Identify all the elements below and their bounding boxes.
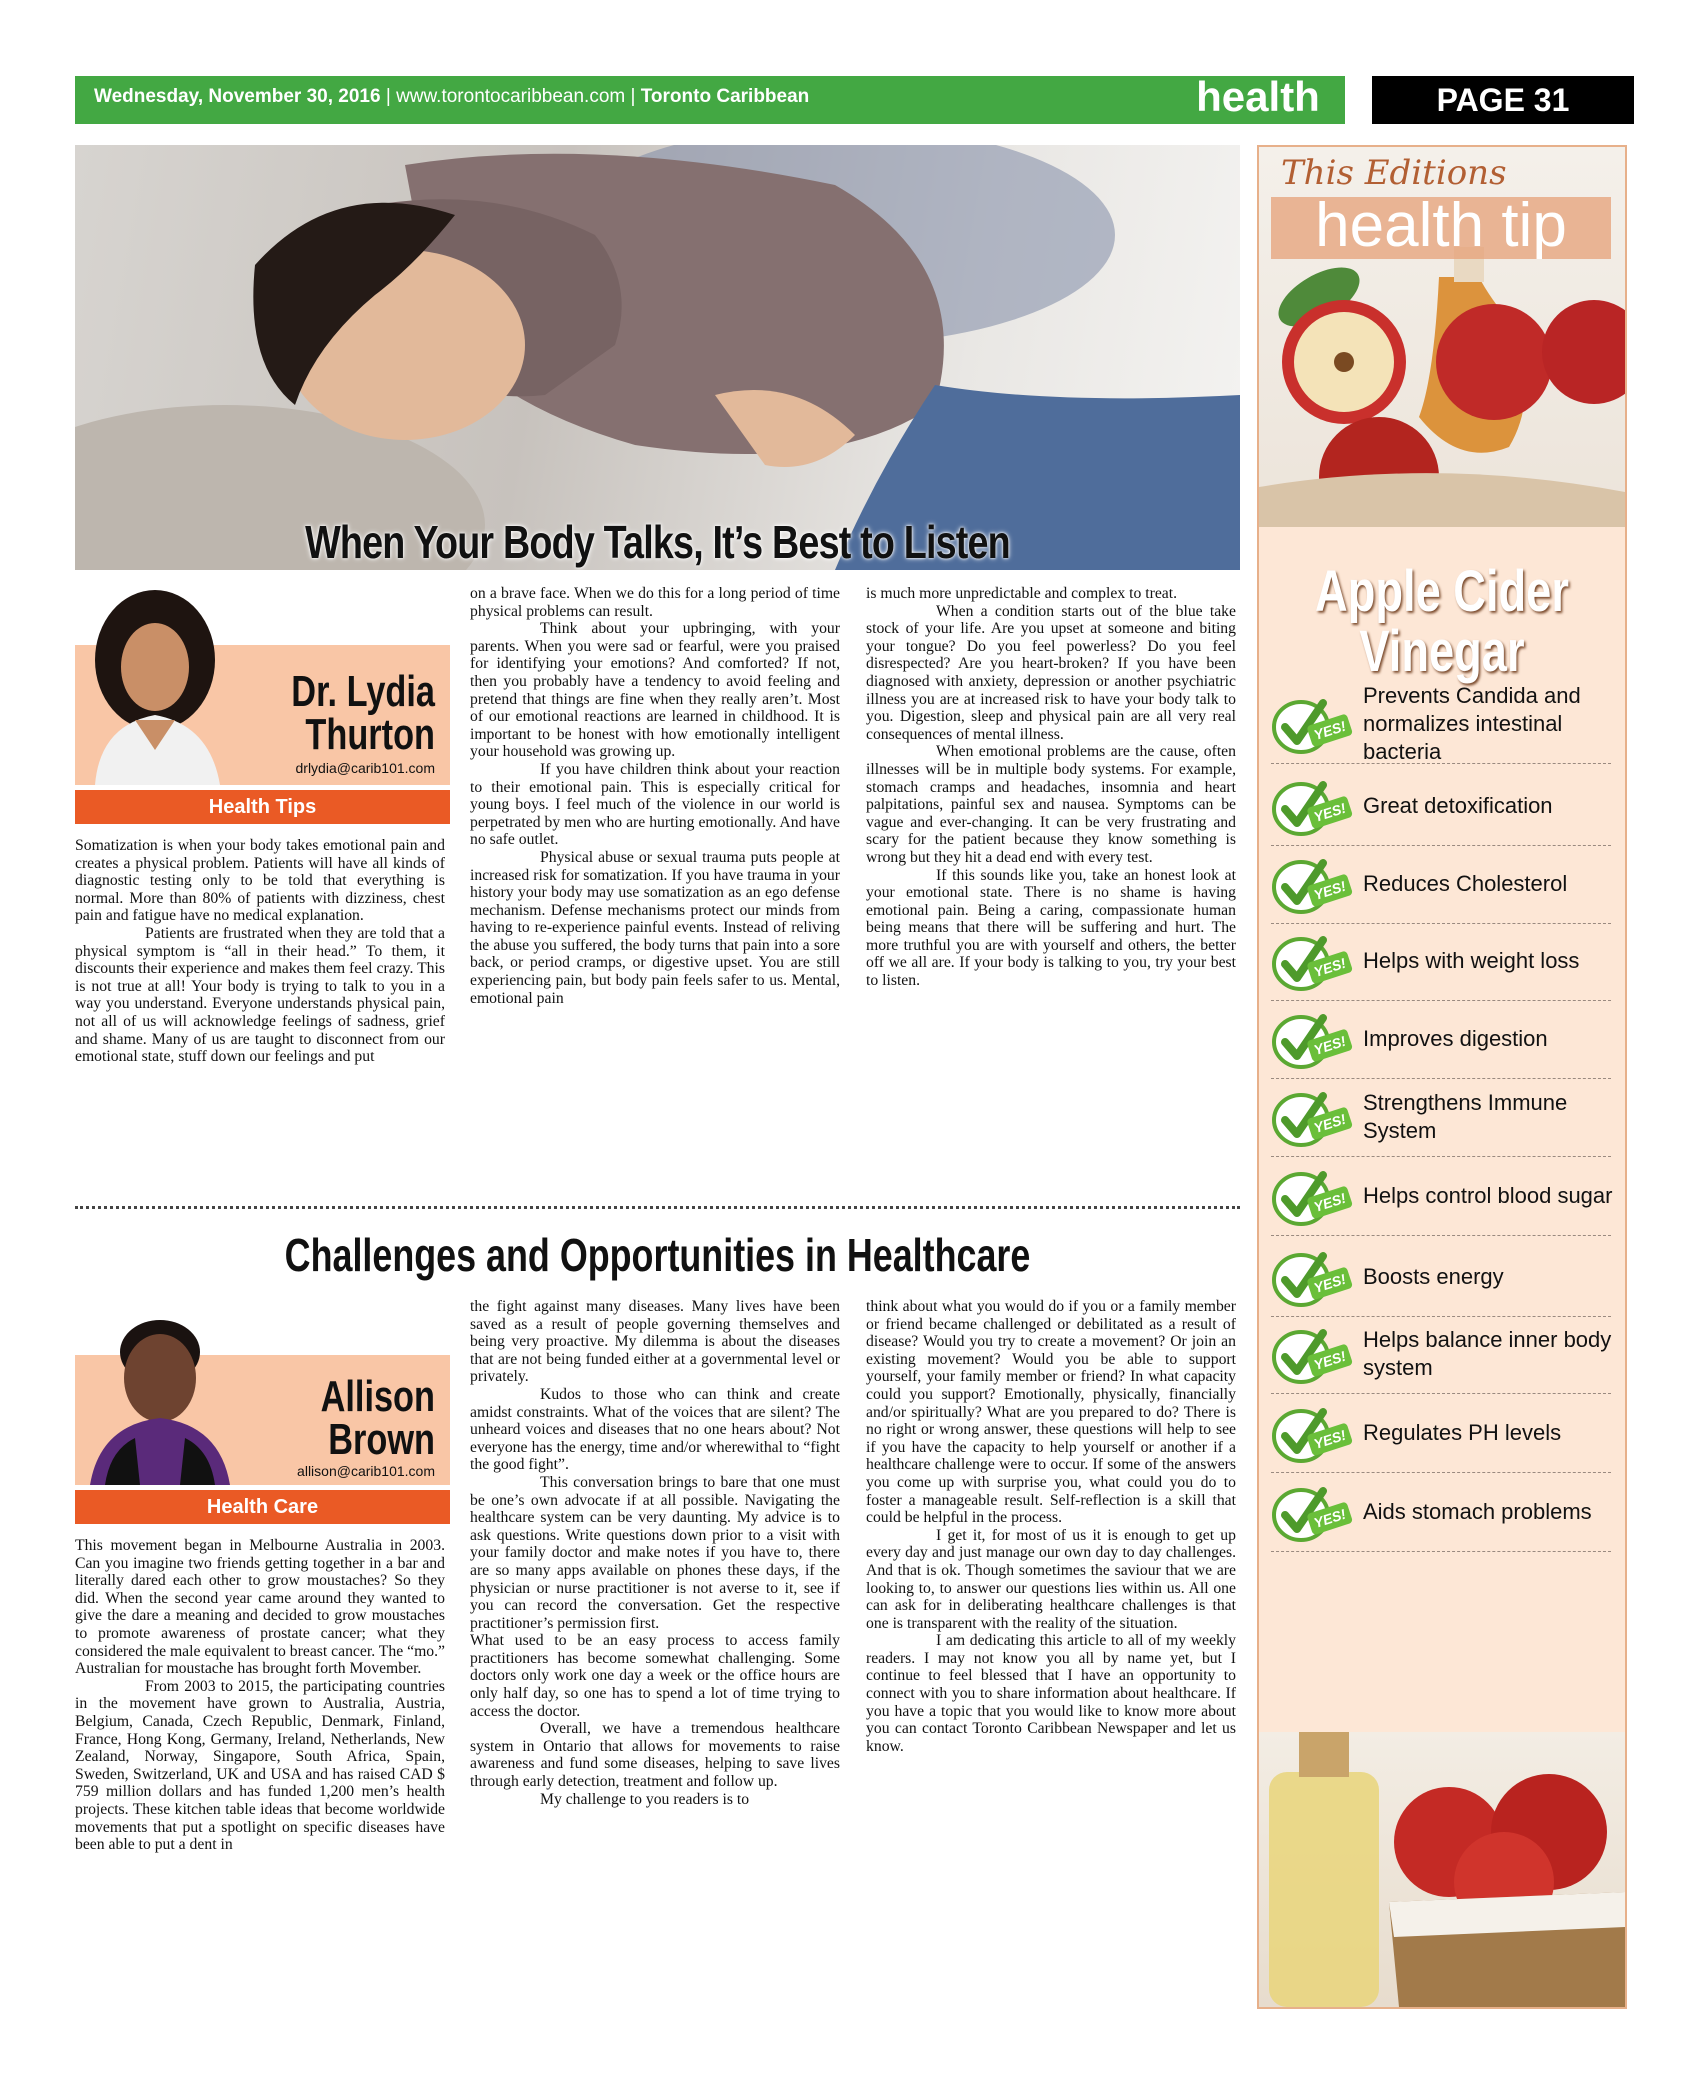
check-yes-icon — [1271, 1169, 1353, 1227]
article1-column-1 — [75, 837, 445, 1066]
tip-this-editions: This Editions — [1281, 153, 1507, 193]
article2-headline: Challenges and Opportunities in Healthcare — [284, 1229, 1031, 1281]
check-yes-icon — [1271, 1406, 1353, 1464]
check-yes-icon — [1271, 1090, 1353, 1148]
page-number: PAGE 31 — [1372, 76, 1634, 124]
benefit-text: Reduces Cholesterol — [1363, 871, 1568, 896]
badge-text: YES! — [1311, 1505, 1348, 1532]
benefit-item — [1271, 1315, 1611, 1394]
paragraph: When a condition starts out of the blue take stock of your life. Are you upset at someone and biting your tongue? Do you feel powerless? Do you feel disrespected? Are you heart-broken? If you have been diagnosed with anxiety, depression or another psychiatric illness you are at increased risk to have your body talk to you. Digestion, sleep and physical pain are all very real consequences of mental illness. — [866, 602, 1236, 743]
author1-photo — [80, 585, 230, 785]
paragraph: What used to be an easy process to access family practitioners has become somewhat challenging. Some doctors only work one day a week or the office hours are only half day, so one has to spend a lot of time trying to access the doctor. — [470, 1632, 840, 1720]
paragraph: Patients are frustrated when they are told that a physical symptom is “all in their head.” To them, it discounts their experience and makes them feel crazy. This is not true at all! Your body is trying to talk to you in a way you understand. Everyone understands physical pain, not all of us will acknowledge feelings of sadness, grief and shame. Many of us are taught to disconnect from our emotional state, stuff down our feelings and put — [75, 924, 445, 1066]
badge-text: YES! — [1311, 1426, 1348, 1453]
article2-column-1 — [75, 1537, 445, 1854]
hero-illustration — [75, 145, 1240, 570]
paragraph: This conversation brings to bare that one must be one’s own advocate if at all possible. Navigating the healthcare system can be very daunting. My advice is to ask questions. Write questions down prior to a visit with your family doctor and make notes if you have to, there are so many apps available on phones these days, if the physician or nurse practitioner is not averse to it, see if you can record the conversation. Get the respective practitioner’s permission first. — [470, 1473, 840, 1632]
header-dateline — [94, 86, 809, 108]
paragraph: Kudos to those who can think and create amidst constraints. What of the voices that are silent? The unheard voices and diseases that no one hears about? Not everyone has the energy, time and/or wherewithal to “fight the good fight”. — [470, 1385, 840, 1474]
header-website: www.torontocaribbean.com — [396, 86, 626, 107]
paragraph: My challenge to you readers is to — [540, 1790, 750, 1808]
benefit-text: Regulates PH levels — [1363, 1420, 1562, 1445]
badge-text: YES! — [1311, 1189, 1348, 1216]
article-divider — [75, 1206, 1240, 1209]
badge-text: YES! — [1311, 1270, 1348, 1297]
header-sep-2: | — [630, 86, 636, 107]
check-yes-icon — [1271, 1012, 1353, 1070]
check-yes-icon — [1271, 779, 1353, 837]
author2-last-name: Brown — [328, 1415, 435, 1464]
article1-headline: When Your Body Talks, It’s Best to Listen — [305, 516, 1010, 568]
benefit-text: Helps balance inner body system — [1363, 1327, 1612, 1380]
benefit-item — [1271, 1238, 1611, 1317]
header-sep-1: | — [385, 86, 391, 107]
benefit-item — [1271, 1394, 1611, 1473]
sidebar-title: Apple Cider Vinegar — [1315, 559, 1569, 684]
benefit-item — [1271, 1078, 1611, 1157]
benefit-text: Great detoxification — [1363, 793, 1553, 818]
badge-text: YES! — [1311, 717, 1348, 744]
paragraph: From 2003 to 2015, the participating countries in the movement have grown to Australia, Austria, Belgium, Canada, Czech Republic, Denmark, Finland, France, Hong Kong, Germany, Ireland, Netherlands, New Zealand, Norway, Singapore, South Africa, Spain, Sweden, Switzerland, UK and USA and has raised CAD $ 759 million dollars and has funded 1,200 men’s health projects. These kitchen table ideas that become worldwide movements that put a spotlight on specific diseases have been able to put a dent in — [75, 1677, 445, 1854]
benefit-text: Improves digestion — [1363, 1026, 1548, 1051]
article2-column-2 — [470, 1298, 840, 1808]
paragraph: When emotional problems are the cause, often illnesses will be in multiple body systems. For example, stomach cramps and headaches, insomnia and heart palpitations, painful sex and nausea. Symptoms can be vague and ever-changing. It can be very frustrating and scary for the patient because they know something is wrong but they hit a dead end with every test. — [866, 743, 1236, 866]
benefit-text: Boosts energy — [1363, 1264, 1504, 1289]
author2-category: Health Care — [75, 1490, 450, 1524]
paragraph: on a brave face. When we do this for a long period of time physical problems can result. — [470, 585, 840, 620]
check-yes-icon — [1271, 697, 1353, 755]
badge-text: YES! — [1311, 1032, 1348, 1059]
tip-health-title: health tip — [1315, 191, 1567, 260]
paragraph: Physical abuse or sexual trauma puts people at increased risk for somatization. If you have trauma in your history your body may use somatization as an ego defense mechanism. Defense mechanisms protect our minds from having to re-experience painful events. Instead of reliving the abuse you suffered, the body turns that pain into a sore back, or period cramps, or digestive upset. You are still experiencing pain, but body pain feels safer to us. Mental, emotional pain — [470, 848, 840, 1007]
benefit-text: Helps with weight loss — [1363, 948, 1580, 973]
benefit-item — [1271, 1000, 1611, 1079]
badge-text: YES! — [1311, 1347, 1348, 1374]
benefit-text: Strengthens Immune System — [1363, 1090, 1568, 1143]
benefit-text: Aids stomach problems — [1363, 1499, 1592, 1524]
paragraph: Think about your upbringing, with your parents. When you were sad or fearful, were you praised for identifying your emotions? And comforted? If not, then you probably have a tendency to avoid feeling and pretend that things are fine when they really aren’t. Most of our emotional reactions are learned in childhood. It is important to be honest with how emotionally intelligent your household was growing up. — [470, 620, 840, 761]
header-date: Wednesday, November 30, 2016 — [94, 86, 381, 107]
paragraph: is much more unpredictable and complex to treat. — [866, 585, 1178, 602]
badge-text: YES! — [1311, 1110, 1348, 1137]
author1-first-name: Dr. Lydia — [291, 667, 435, 716]
benefit-item — [1271, 1157, 1611, 1236]
article2-column-3 — [866, 1298, 1236, 1755]
author2-first-name: Allison — [320, 1372, 435, 1421]
paragraph: This movement began in Melbourne Australia in 2003. Can you imagine two friends getting together in a bar and literally dared each other to grow moustaches? So they did. When the second year came around they wanted to give the dare a meaning and decided to grow moustaches to promote awareness of prostate cancer; what they considered the male equivalent to breast cancer. The “mo.” Australian for moustache has brought forth Movember. — [75, 1537, 445, 1678]
benefit-text: Helps control blood sugar — [1363, 1183, 1613, 1208]
benefit-item — [1271, 845, 1611, 924]
badge-text: YES! — [1311, 954, 1348, 981]
check-yes-icon — [1271, 1485, 1353, 1543]
paragraph: I am dedicating this article to all of my weekly readers. I may not know you all by name yet, but I continue to feel blessed that I have an opportunity to connect with you to share information about healthcare. If you have a topic that you would like to know more about you can contact Toronto Caribbean Newspaper and let us know. — [866, 1632, 1236, 1755]
paragraph: Somatization is when your body takes emotional pain and creates a physical problem. Patients will have all kinds of diagnostic testing only to be told that everything is normal. More than 80% of patients with dizziness, chest pain and fatigue have no medical explanation. — [75, 837, 445, 925]
check-yes-icon — [1271, 857, 1353, 915]
benefit-item — [1271, 1473, 1611, 1552]
paragraph: Overall, we have a tremendous healthcare system in Ontario that allows for movements to raise awareness and fund some diseases, helping to save lives through early detection, treatment and follow up. — [470, 1720, 840, 1791]
paragraph: the fight against many diseases. Many lives have been saved as a result of people governing themselves and being very proactive. My dilemma is about the diseases that are not being funded either at a governmental level or privately. — [470, 1298, 840, 1386]
article1-column-3 — [866, 585, 1236, 990]
author1-category: Health Tips — [75, 790, 450, 824]
check-yes-icon — [1271, 1250, 1353, 1308]
paragraph: If this sounds like you, take an honest look at your emotional state. There is no shame is having emotional pain. Being a caring, compassionate human being means that there will be suffering and hurt. The more truthful you are with yourself and others, the better off we all are. If your body is talking to you, try your best to listen. — [866, 866, 1236, 990]
section-label: health — [1196, 73, 1320, 120]
author1-last-name: Thurton — [305, 710, 435, 759]
author2-email: allison@carib101.com — [297, 1463, 435, 1479]
paragraph: I get it, for most of us it is enough to get up every day and just manage our own day to day challenges. And that is ok. Though sometimes the saviour that we are looking to, to answer our questions lies within us. All one can ask for in deliberating healthcare challenges is that one is transparent with the reality of the situation. — [866, 1526, 1236, 1632]
benefit-text: Prevents Candida and normalizes intestinal bacteria — [1363, 683, 1581, 764]
article1-column-2 — [470, 585, 840, 1007]
header-publication: Toronto Caribbean — [640, 86, 810, 107]
health-tip-sidebar — [1257, 145, 1627, 2009]
paragraph: If you have children think about your reaction to their emotional pain. This is especially critical for young boys. I feel much of the violence in our world is perpetrated by men who are hurting emotionally. And have no safe outlet. — [470, 760, 840, 849]
benefit-item — [1271, 767, 1611, 846]
badge-text: YES! — [1311, 877, 1348, 904]
author2-photo — [80, 1300, 240, 1485]
hero-photo — [75, 145, 1240, 570]
benefit-item — [1271, 685, 1611, 764]
author1-email: drlydia@carib101.com — [295, 760, 435, 776]
badge-text: YES! — [1311, 799, 1348, 826]
benefit-item — [1271, 922, 1611, 1001]
vinegar-basket-image — [1259, 1732, 1625, 2007]
paragraph: think about what you would do if you or a family member or friend became challenged or debilitated as a result of disease? Would you try to create a movement? Or join an existing movement? Would you be able to support yourself, your family member or friend? In what capacity could you support? Emotionally, physically, financially and/or spiritually? What are you prepared to do? There is no right or wrong answer, these questions will help to see if you have the capacity to help yourself or another if a healthcare challenge were to occur. If some of the answers you come up with surprise you, what could you do to foster a manageable result. Self-reflection is a skill that could be helpful in the process. — [866, 1298, 1236, 1527]
check-yes-icon — [1271, 1327, 1353, 1385]
check-yes-icon — [1271, 934, 1353, 992]
